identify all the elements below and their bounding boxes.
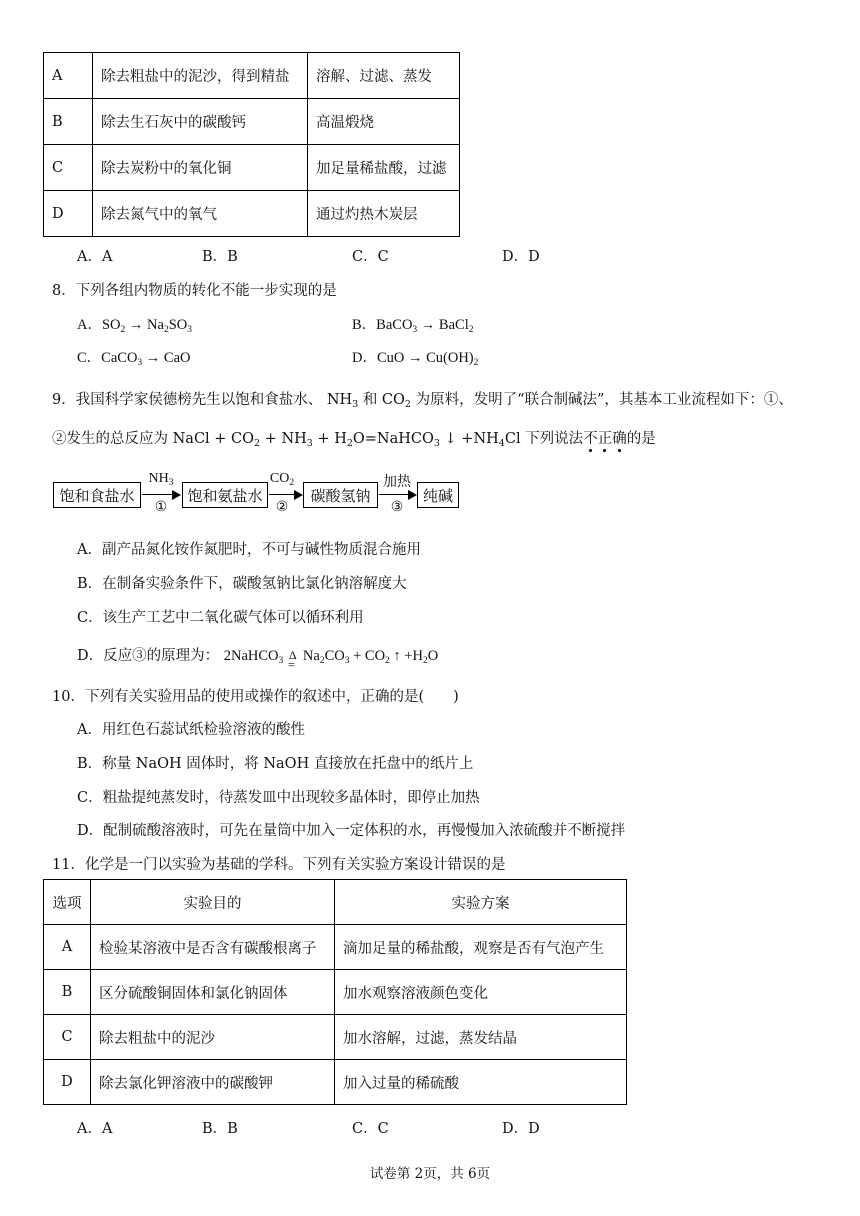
flow-box-soda-ash: 纯碱 [417, 482, 459, 508]
table-cell: A [44, 53, 93, 99]
table-header: 选项 [44, 880, 91, 925]
q10-stem: 10．下列有关实验用品的使用或操作的叙述中，正确的是( ) [52, 689, 459, 705]
q9-option-b: B．在制备实验条件下，碳酸氢钠比氯化钠溶解度大 [77, 576, 407, 592]
q11-option-a: A．A [77, 1121, 113, 1137]
flow-arrow-1-label: $NH_3$ [148, 471, 174, 488]
q9-option-c: C．该生产工艺中二氧化碳气体可以循环利用 [77, 610, 364, 626]
emphasis-char: 不 [583, 431, 598, 447]
q8-option-d: D．CuO → $Cu(OH)_2$ [352, 350, 479, 368]
table-cell: 溶解、过滤、蒸发 [308, 53, 460, 99]
q10-option-c: C．粗盐提纯蒸发时，待蒸发皿中出现较多晶体时，即停止加热 [77, 790, 480, 806]
table-cell: C [44, 145, 93, 191]
flow-arrow-2-step: ② [275, 499, 289, 515]
q7-table [43, 52, 460, 237]
table-cell: 除去氯化钾溶液中的碳酸钾 [91, 1060, 335, 1105]
table-header: 实验方案 [335, 880, 627, 925]
table-cell: 加水溶解，过滤，蒸发结晶 [335, 1015, 627, 1060]
q11-option-b: B．B [202, 1121, 238, 1137]
flow-arrow-1-step: ① [154, 499, 168, 515]
q7-option-d: D．D [502, 249, 540, 265]
table-cell: D [44, 191, 93, 237]
emphasis-char: 确 [612, 431, 627, 447]
flow-arrow-1 [142, 494, 172, 495]
q9-option-d: D．反应③的原理为： 2NaHCO$_3$ Δ = $Na_2CO_3 + CO_2$ ↑ $+H_2O$ [77, 648, 439, 672]
flow-arrow-3-label: 加热 [383, 474, 411, 490]
flow-box-sodium-bicarbonate: 碳酸氢钠 [303, 482, 378, 508]
table-cell: 除去氮气中的氧气 [93, 191, 308, 237]
table-cell: A [44, 925, 91, 970]
table-cell: 除去粗盐中的泥沙，得到精盐 [93, 53, 308, 99]
table-cell: B [44, 99, 93, 145]
q9-stem-line1: 9．我国科学家侯德榜先生以饱和食盐水、 $NH_3$ 和 $CO_2$ 为原料，发明了“联合制碱法”，其基本工业流程如下：①、 [52, 392, 793, 410]
flow-box-saturated-brine: 饱和食盐水 [53, 482, 141, 508]
table-cell: 除去炭粉中的氧化铜 [93, 145, 308, 191]
q11-table [43, 879, 627, 1105]
q10-option-b: B．称量 NaOH 固体时，将 NaOH 直接放在托盘中的纸片上 [77, 756, 474, 772]
table-cell: 高温煅烧 [308, 99, 460, 145]
q9-option-a: A．副产品氮化铵作氮肥时，不可与碱性物质混合施用 [77, 542, 421, 558]
flow-arrow-2 [269, 494, 294, 495]
q7-option-a: A．A [77, 249, 113, 265]
q11-stem: 11．化学是一门以实验为基础的学科。下列有关实验方案设计错误的是 [52, 857, 506, 873]
table-cell: C [44, 1015, 91, 1060]
table-cell: 加入过量的稀硫酸 [335, 1060, 627, 1105]
flow-arrow-3 [379, 494, 408, 495]
q8-option-b: B．BaCO$_3$ → BaCl$_2$ [352, 317, 474, 335]
table-cell: 区分硫酸铜固体和氯化钠固体 [91, 970, 335, 1015]
table-cell: B [44, 970, 91, 1015]
heating-delta: Δ [288, 648, 297, 662]
table-cell: 检验某溶液中是否含有碳酸根离子 [91, 925, 335, 970]
flow-arrow-3-step: ③ [390, 499, 404, 515]
q7-option-c: C．C [352, 249, 389, 265]
table-cell: 加水观察溶液颜色变化 [335, 970, 627, 1015]
table-cell: 加足量稀盐酸，过滤 [308, 145, 460, 191]
q8-option-c: C．CaCO$_3$ → CaO [77, 350, 191, 368]
table-cell: 除去生石灰中的碳酸钙 [93, 99, 308, 145]
emphasis-char: 正 [597, 431, 613, 447]
table-cell: D [44, 1060, 91, 1105]
table-cell: 通过灼热木炭层 [308, 191, 460, 237]
flow-arrow-2-label: $CO_2$ [269, 471, 295, 488]
q10-option-a: A．用红色石蕊试纸检验溶液的酸性 [77, 722, 305, 738]
q8-stem: 8．下列各组内物质的转化不能一步实现的是 [52, 283, 337, 299]
q11-option-d: D．D [502, 1121, 540, 1137]
q11-option-c: C．C [352, 1121, 389, 1137]
page-footer: 试卷第 2页，共 6页 [369, 1166, 491, 1182]
q7-option-b: B．B [202, 249, 238, 265]
table-cell: 除去粗盐中的泥沙 [91, 1015, 335, 1060]
q10-option-d: D．配制硫酸溶液时，可先在量筒中加入一定体积的水，再慢慢加入浓硫酸并不断搅拌 [77, 823, 626, 839]
q9-stem-line2: ②发生的总反应为 NaCl + $CO_2 + NH_3$ + $H_2O=NaHCO_3$ ↓ $+NH_4Cl$ 下列说法不正确的是 [52, 431, 656, 449]
flow-box-ammoniated-brine: 饱和氨盐水 [182, 482, 268, 508]
table-cell: 滴加足量的稀盐酸，观察是否有气泡产生 [335, 925, 627, 970]
table-header: 实验目的 [91, 880, 335, 925]
q8-option-a: A．$SO_2 \to Na_2SO_3$ [77, 317, 192, 335]
